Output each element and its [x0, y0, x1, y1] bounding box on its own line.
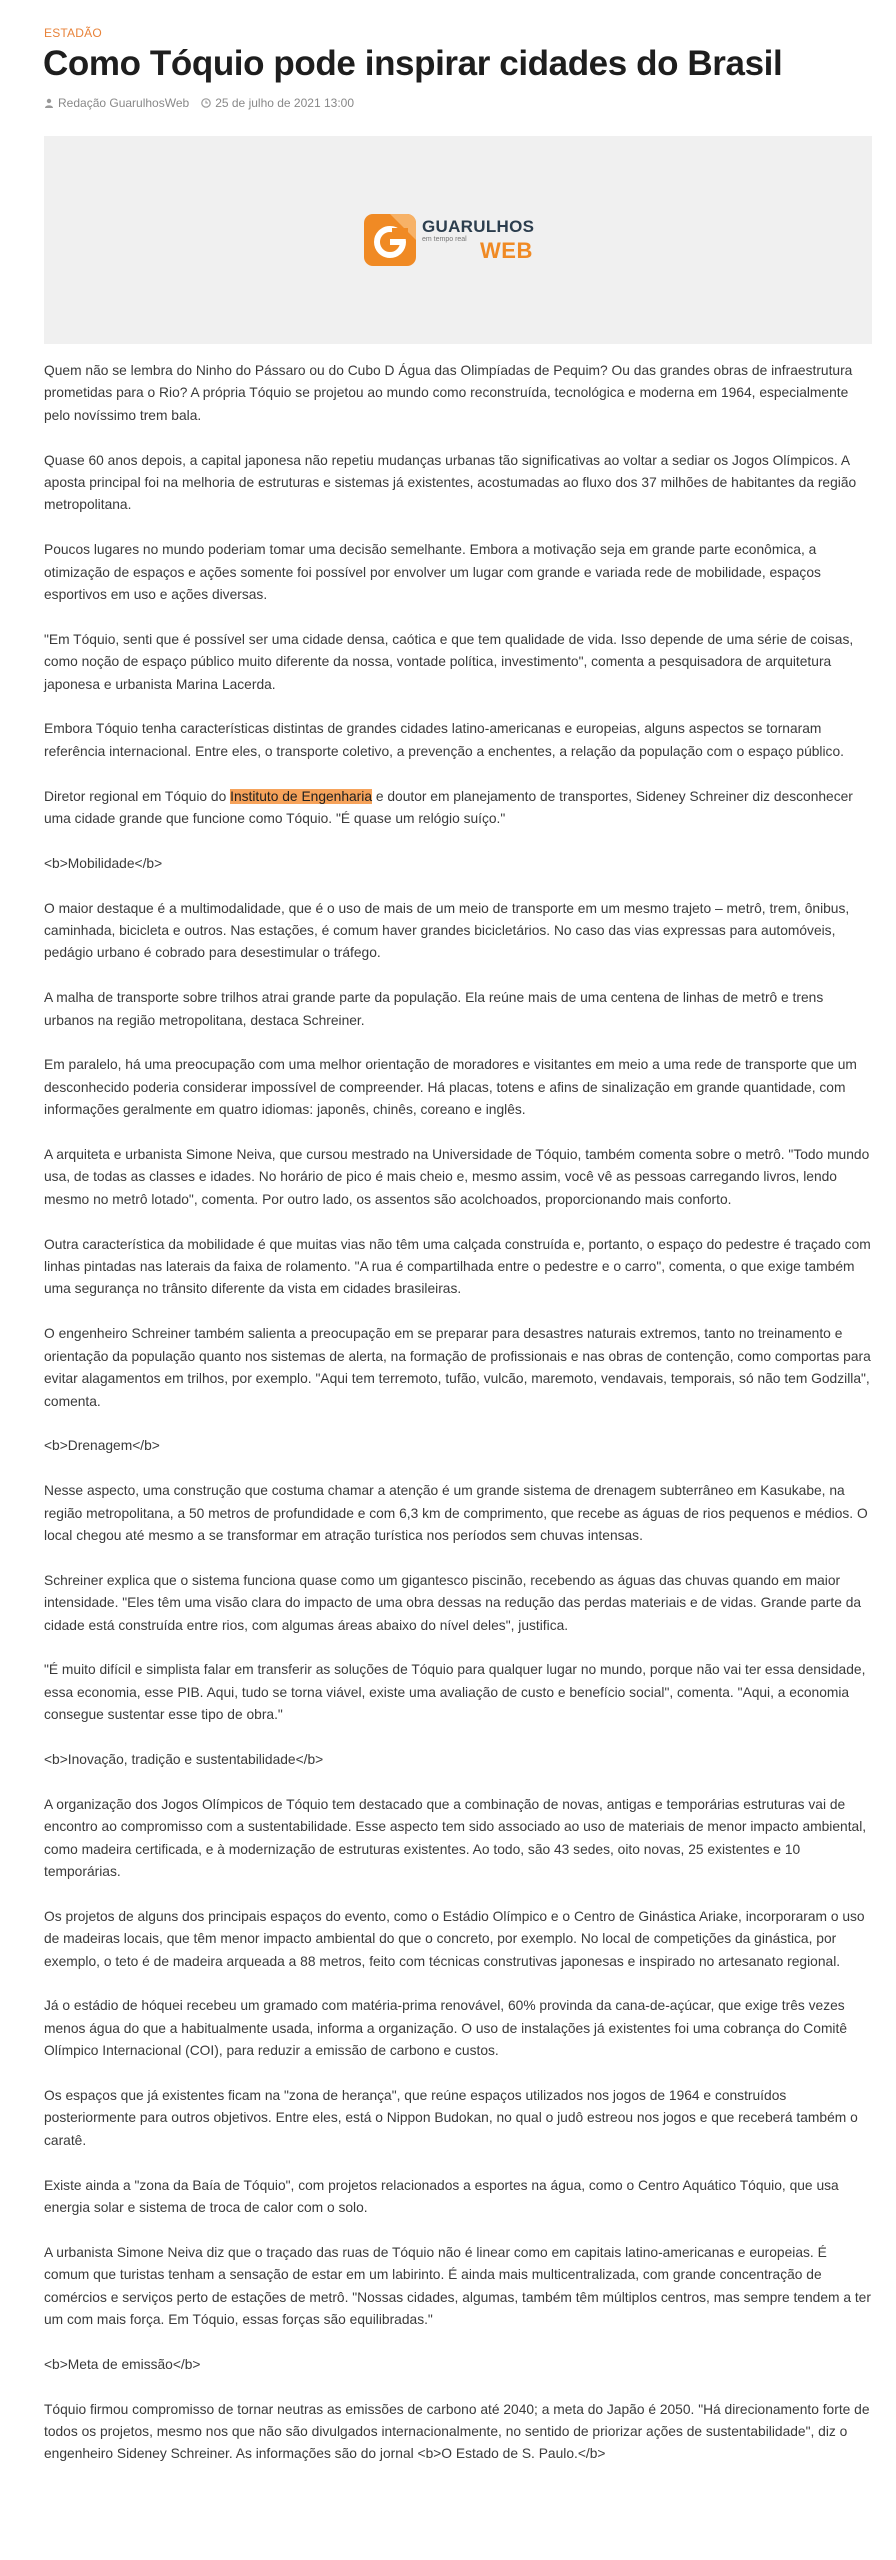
article-body: [44, 360, 874, 2488]
section-heading-drenagem: <b>Drenagem</b>: [44, 1438, 160, 1454]
paragraph-13: O engenheiro Schreiner também salienta a preocupação em se preparar para desastres naturais extremos, tanto no treinamento e orientação da população quanto nos sistemas de alerta, na formação de profissionais e nas obras de contenção, como comportas para evitar alagamentos em trilhos, por exemplo. "Aqui tem terremoto, tufão, vulcão, maremoto, vendavais, temporais, só não tem Godzilla", comenta.: [44, 1326, 871, 1409]
article-category[interactable]: ESTADÃO: [44, 26, 102, 40]
section-heading-mobilidade: <b>Mobilidade</b>: [44, 855, 163, 871]
paragraph-9: A malha de transporte sobre trilhos atrai grande parte da população. Ela reúne mais de uma centena de linhas de metrô e trens urbanos na região metropolitana, destaca Schreiner.: [44, 990, 824, 1028]
paragraph-17: "É muito difícil e simplista falar em transferir as soluções de Tóquio para qualquer lugar no mundo, porque não vai ter essa densidade, essa economia, esse PIB. Aqui, tudo se torna viável, existe uma avaliação de custo e benefício social", comenta. "Aqui, a economia consegue sustentar esse tipo de obra.": [44, 1662, 866, 1723]
site-logo: [364, 214, 534, 266]
paragraph-23: Existe ainda a "zona da Baía de Tóquio", com projetos relacionados a esportes na água, como o Centro Aquático Tóquio, que usa energia solar e sistema de troca de calor com o solo.: [44, 2177, 839, 2215]
hero-image: [44, 136, 872, 344]
paragraph-24: A urbanista Simone Neiva diz que o traçado das ruas de Tóquio não é linear como em capitais latino-americanas e europeias. É comum que turistas tenham a sensação de estar em um labirinto. É ainda mais multicentralizada, com grande concentração de comércios e serviços perto de estações de metrô. "Nossas cidades, algumas, também têm múltiplos centros, mas sempre tendem a ter um com mais força. Em Tóquio, essas forças são equilibradas.": [44, 2244, 871, 2327]
paragraph-26: Tóquio firmou compromisso de tornar neutras as emissões de carbono até 2040; a meta do Japão é 2050. "Há direcionamento forte de todos os projetos, mesmo nos que não são divulgados internacionalmente, no sentido de priorizar ações de sustentabilidade", diz o engenheiro Sideney Schreiner. As informações são do jornal <b>O Estado de S. Paulo.</b>: [44, 2401, 870, 2462]
paragraph-19: A organização dos Jogos Olímpicos de Tóquio tem destacado que a combinação de novas, antigas e temporárias estruturas vai de encontro ao compromisso com a sustentabilidade. Esse aspecto tem sido associado ao uso de materiais de menor impacto ambiental, como madeira certificada, e à modernização de estruturas existentes. Ao todo, são 43 sedes, oito novas, 25 existentes e 10 temporárias.: [44, 1796, 867, 1879]
paragraph-11: A arquiteta e urbanista Simone Neiva, que cursou mestrado na Universidade de Tóquio, também comenta sobre o metrô. "Todo mundo usa, de todas as classes e idades. No horário de pico é mais cheio e, mesmo assim, você vê as pessoas carregando livros, lendo mesmo no metrô lotado", comenta. Por outro lado, os assentos são acolchoados, proporcionando mais conforto.: [44, 1147, 870, 1207]
logo-web: WEB: [480, 238, 533, 263]
paragraph-22: Os espaços que já existentes ficam na "zona de herança", que reúne espaços utilizados nos jogos de 1964 e construídos posteriormente para outros objetivos. Entre eles, está o Nippon Budokan, no qual o judô estreou nos jogos e que receberá também o caratê.: [44, 2087, 858, 2148]
paragraph-1: Quem não se lembra do Ninho do Pássaro ou do Cubo D Água das Olimpíadas de Pequim? Ou das grandes obras de infraestrutura prometidas para o Rio? A própria Tóquio se projetou ao mundo como reconstruída, tecnológica e moderna em 1964, especialmente pelo novíssimo trem bala.: [44, 363, 853, 423]
page-title: Como Tóquio pode inspirar cidades do Brasil: [43, 44, 783, 83]
institute-link[interactable]: Instituto de Engenharia: [230, 788, 373, 804]
logo-tagline: em tempo real: [422, 236, 467, 243]
section-heading-meta: <b>Meta de emissão</b>: [44, 2356, 201, 2372]
paragraph-16: Schreiner explica que o sistema funciona quase como um gigantesco piscinão, recebendo as águas das chuvas quando em maior intensidade. "Eles têm uma visão clara do impacto de uma obra dessas na redução das perdas materiais e de vidas. Grande parte da cidade está construída entre rios, com algumas áreas abaixo do nível deles", justifica.: [44, 1572, 862, 1633]
paragraph-8: O maior destaque é a multimodalidade, que é o uso de mais de um meio de transporte em um mesmo trajeto – metrô, trem, ônibus, caminhada, bicicleta e outros. Nas estações, é comum haver grandes bicicletários. No caso das vias expressas para automóveis, pedágio urbano é cobrado para desestimular o tráfego.: [44, 900, 850, 961]
user-icon: [44, 98, 54, 108]
paragraph-21: Já o estádio de hóquei recebeu um gramado com matéria-prima renovável, 60% provinda da cana-de-açúcar, que exige três vezes menos água do que a habitualmente usada, informa a organização. O uso de instalações já existentes foi uma cobrança do Comitê Olímpico Internacional (COI), para reduzir a emissão de carbono e custos.: [44, 1998, 848, 2059]
logo-name: GUARULHOS: [422, 217, 535, 236]
paragraph-6-start: Diretor regional em Tóquio do: [44, 788, 231, 804]
publish-date: 25 de julho de 2021 13:00: [215, 96, 354, 110]
paragraph-6: [44, 786, 874, 831]
article-meta: [44, 96, 354, 110]
paragraph-3: Poucos lugares no mundo poderiam tomar uma decisão semelhante. Embora a motivação seja em grande parte econômica, a otimização de espaços e ações somente foi possível por envolver um lugar com grande e variada rede de mobilidade, espaços esportivos em uso e ações diversas.: [44, 542, 821, 603]
section-heading-inovacao: <b>Inovação, tradição e sustentabilidade</b>: [44, 1751, 324, 1767]
paragraph-4: "Em Tóquio, senti que é possível ser uma cidade densa, caótica e que tem qualidade de vida. Isso depende de uma série de coisas, como noção de espaço público muito diferente da nossa, vontade política, investimento", comenta a pesquisadora de arquitetura japonesa e urbanista Marina Lacerda.: [44, 631, 854, 692]
paragraph-15: Nesse aspecto, uma construção que costuma chamar a atenção é um grande sistema de drenagem subterrâneo em Kasukabe, na região metropolitana, a 50 metros de profundidade e com 6,3 km de comprimento, que recebe as águas de rios pequenos e médios. O local chegou até mesmo a se transformar em atração turística nos períodos sem chuvas intensas.: [44, 1483, 868, 1543]
paragraph-12: Outra característica da mobilidade é que muitas vias não têm uma calçada construída e, portanto, o espaço do pedestre é traçado com linhas pintadas nas laterais da faixa de rolamento. "A rua é compartilhada entre o pedestre e o carro", comenta, o que exige também uma segurança no trânsito diferente da vista em cidades brasileiras.: [44, 1236, 871, 1297]
paragraph-5: Embora Tóquio tenha características distintas de grandes cidades latino-americanas e europeias, alguns aspectos se tornaram referência internacional. Entre eles, o transporte coletivo, a prevenção a enchentes, a relação da população com o espaço público.: [44, 721, 844, 759]
paragraph-6-end: e doutor em planejamento de transportes, Sideney Schreiner diz desconhecer uma cidade grande que funcione como Tóquio. "É quase um relógio suíço.": [44, 788, 853, 827]
logo-g-icon: [364, 214, 416, 266]
author-name[interactable]: Redação GuarulhosWeb: [58, 96, 190, 110]
paragraph-2: Quase 60 anos depois, a capital japonesa não repetiu mudanças urbanas tão significativas ao voltar a sediar os Jogos Olímpicos. A aposta principal foi na melhoria de estruturas e sistemas já existentes, acostumadas ao fluxo dos 37 milhões de habitantes da região metropolitana.: [44, 452, 857, 513]
paragraph-10: Em paralelo, há uma preocupação com uma melhor orientação de moradores e visitantes em meio a uma rede de transporte que um desconhecido poderia considerar impossível de compreender. Há placas, totens e afins de sinalização em grande quantidade, com informações geralmente em quatro idiomas: japonês, chinês, coreano e inglês.: [44, 1057, 857, 1118]
paragraph-20: Os projetos de alguns dos principais espaços do evento, como o Estádio Olímpico e o Centro de Ginástica Ariake, incorporaram o uso de madeiras locais, que têm menor impacto ambiental do que o concreto, por exemplo. No local de competições da ginástica, por exemplo, o teto é de madeira arqueada a 88 metros, feito com técnicas construtivas japonesas e inspirado no artesanato regional.: [44, 1908, 865, 1969]
clock-icon: [201, 98, 211, 108]
